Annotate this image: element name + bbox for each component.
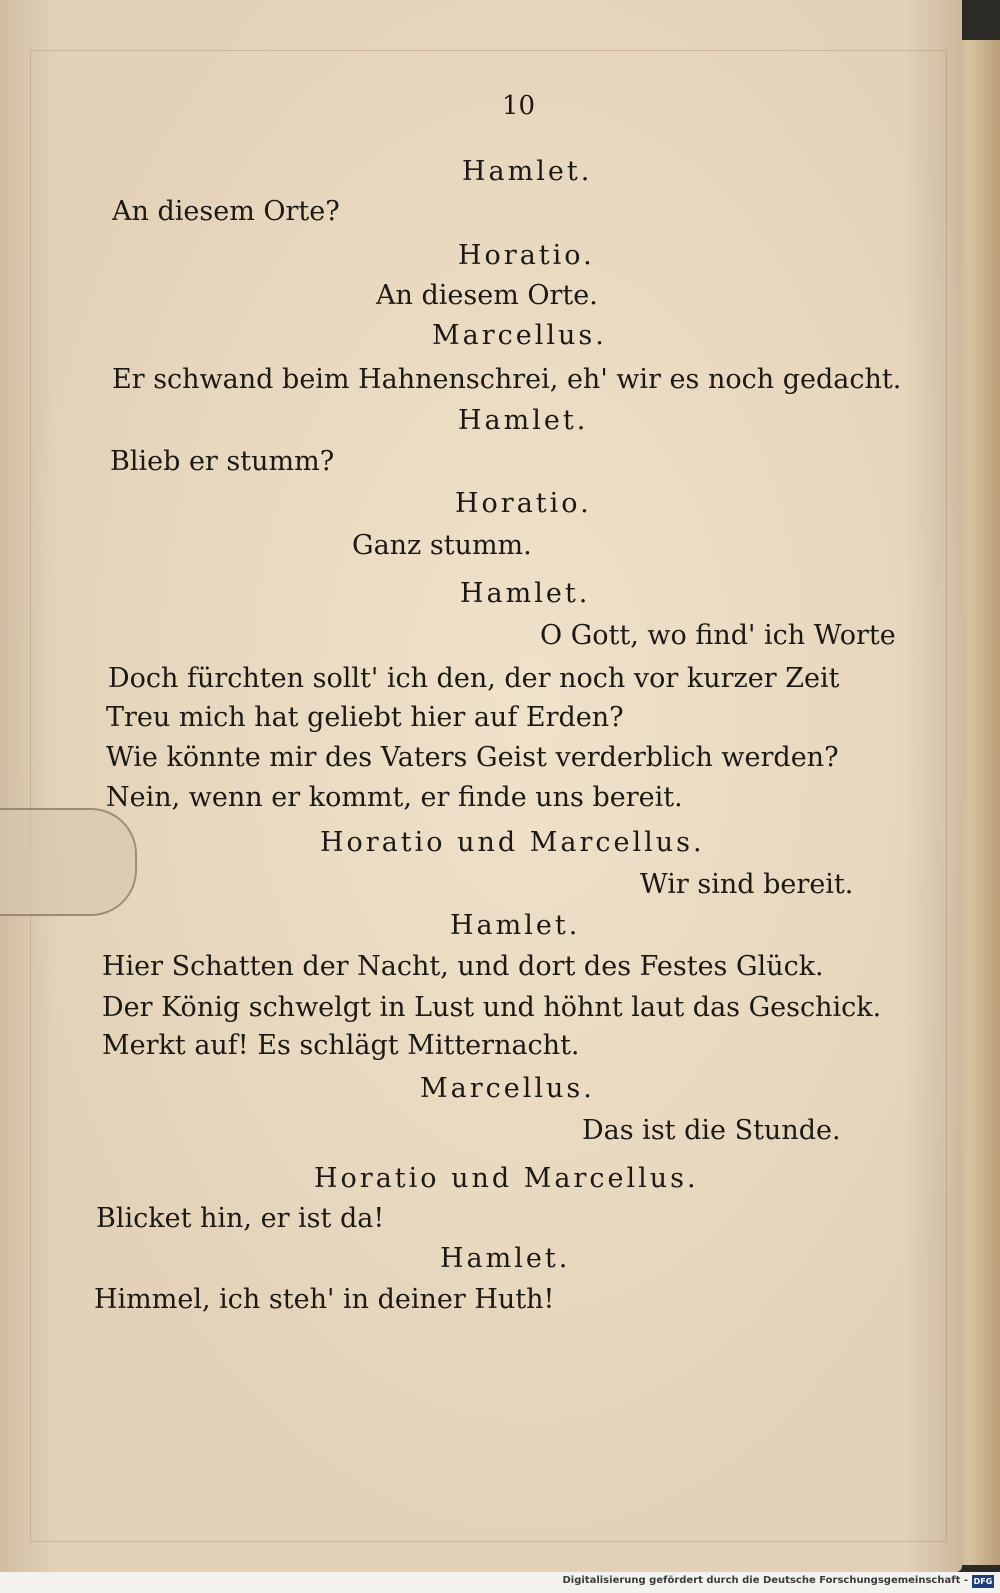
speaker-heading: Hamlet. [450,910,581,941]
verse-line: Er schwand beim Hahnenschrei, eh' wir es noch gedacht. [112,364,902,395]
speaker-heading: Marcellus. [420,1073,595,1104]
verse-line: Hier Schatten der Nacht, und dort des Festes Glück. [102,951,824,982]
verse-line: O Gott, wo find' ich Worte [540,620,896,651]
verse-line: Ganz stumm. [352,530,532,561]
funding-credit: Digitalisierung gefördert durch die Deutsche Forschungsgemeinschaft - [562,1575,968,1586]
speaker-heading: Marcellus. [432,320,607,351]
speaker-heading: Horatio und Marcellus. [314,1163,699,1194]
verse-line: An diesem Orte? [112,196,340,227]
verse-line: Das ist die Stunde. [582,1115,841,1146]
verse-line: Blieb er stumm? [110,446,335,477]
speaker-heading: Hamlet. [462,156,593,187]
speaker-heading: Hamlet. [440,1243,571,1274]
verse-line: Himmel, ich steh' in deiner Huth! [94,1284,555,1315]
speaker-heading: Horatio und Marcellus. [320,827,705,858]
verse-line: Treu mich hat geliebt hier auf Erden? [106,702,624,733]
speaker-heading: Horatio. [455,488,592,519]
verse-line: Merkt auf! Es schlägt Mitternacht. [102,1030,580,1061]
verse-line: Blicket hin, er ist da! [96,1203,385,1234]
page-number: 10 [502,91,536,121]
verse-line: Der König schwelgt in Lust und höhnt laut das Geschick. [102,992,882,1023]
digitization-footer [0,1572,1000,1593]
verse-line: An diesem Orte. [376,280,598,311]
verse-line: Doch fürchten sollt' ich den, der noch vor kurzer Zeit [108,663,840,694]
speaker-heading: Hamlet. [458,405,589,436]
verse-line: Nein, wenn er kommt, er finde uns bereit. [106,782,683,813]
speaker-heading: Horatio. [458,240,595,271]
bookmark-tab [0,808,137,916]
dfg-logo-icon: DFG [973,1577,993,1586]
verse-line: Wie könnte mir des Vaters Geist verderblich werden? [106,742,839,773]
speaker-heading: Hamlet. [460,578,591,609]
verse-line: Wir sind bereit. [640,869,854,900]
